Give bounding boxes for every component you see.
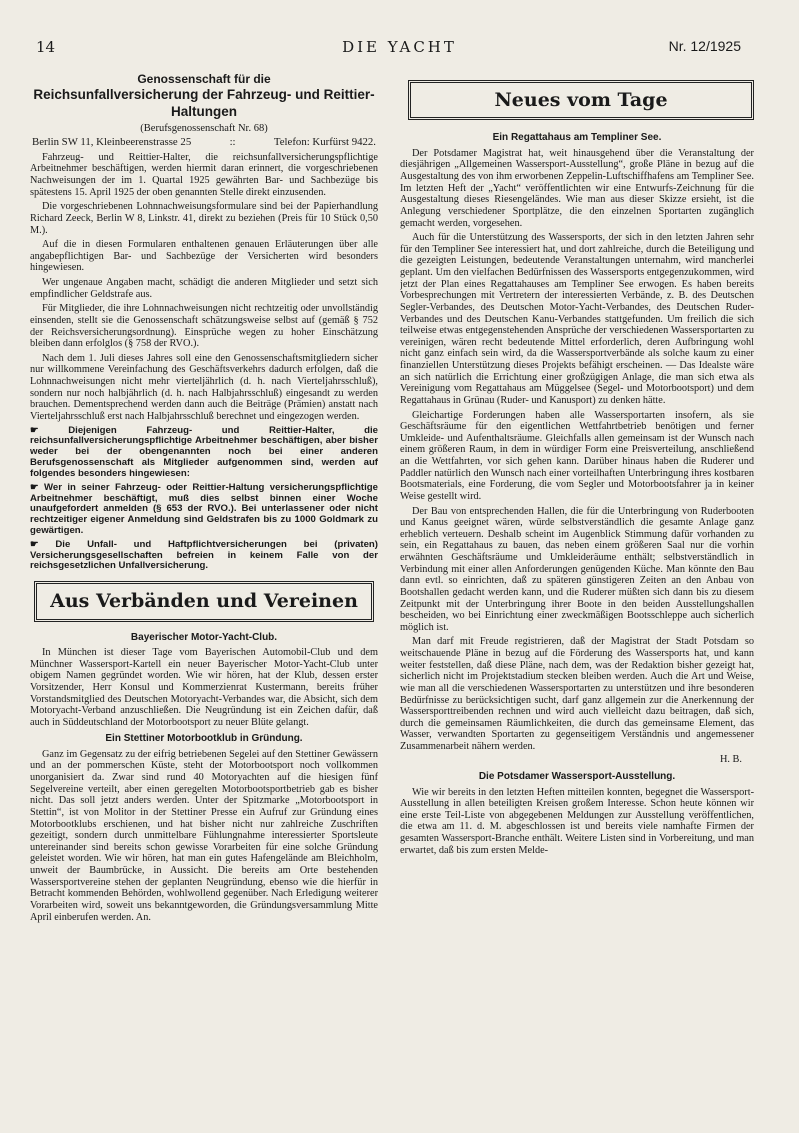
notice-separator: :: [229, 135, 236, 148]
notice-title-line: Genossenschaft für die [137, 72, 271, 86]
notice-title-line: Reichsunfallversicherung der Fahrzeug- und Reittier- [33, 87, 375, 102]
notice-paragraph: Die vorgeschriebenen Lohnnachweisungsformulare sind bei der Papierhandlung Richard Zeeck, Berlin W 8, Linkstr. 41, direkt zu beziehen (Preis für 10 Stück 0,50 M.). [30, 201, 378, 236]
notice-title-line: Haltungen [171, 103, 237, 119]
article-paragraph: Ganz im Gegensatz zu der eifrig betriebenen Segelei auf den Stettiner Gewässern und an der pommerschen Küste, steht der Motorbootsport noch vollkommen unorganisiert da. Zwar sind rund 40 Motoryachten auf die hiesigen fünf Segelvereine verteilt, aber einen geregelten Motorbootsportbetrieb gab es bisher nicht. Das soll jetzt anders werden. Unter der Spitzmarke „Motorbootsport in Stettin“, ist von Molitor in der Stettiner Presse ein Aufruf zur Gründung eines Motorbootklubs erschienen, und hat bisher nicht nur zahlreiche Zuschriften gezeitigt, sondern durch unmittelbare Fühlungnahme interessierter Sportsleute untereinander sind bereits schon gewisse Vorarbeiten für eine solche Gründung geleistet worden. Wie wir hören, hat man ein gutes Hafengelände am Bleichholm, unweit der Baumbrücke, in Aussicht. Die bereits am Orte bestehenden Wassersportvereine stehen der geplanten Neugründung, ebenso wie die hierfür in Betracht kommenden Behörden, wohlwollend gegenüber. Nach Erledigung weiterer Vorarbeiten wird, soweit uns bekanntgeworden, die Gründungsversammlung Mitte April einberufen werden. An. [30, 748, 378, 923]
pointing-hand-icon: ☛ [30, 538, 56, 550]
pointing-hand-icon: ☛ [30, 424, 69, 436]
article-heading: Ein Stettiner Motorbootklub in Gründung. [105, 733, 303, 745]
notice-bullet [30, 540, 378, 572]
article-signature: H. B. [719, 753, 742, 765]
article-heading: Ein Regattahaus am Templiner See. [492, 132, 662, 144]
notice-phone: Telefon: Kurfürst 9422. [273, 135, 376, 148]
article-paragraph: In München ist dieser Tage vom Bayerischen Automobil-Club und dem Münchner Wassersport-Kartell ein neuer Bayerischer Motor-Yacht-Club unter obigem Namen gegründet worden. Wie wir hören, hat der Klub, dessen erster Vorsitzender, Herr Konsul und Kommerzienrat Kustermann, bereits früher Vorstandsmitglied des Deutschen Motoryacht-Verbandes war, die Absicht, sich dem Motoryacht-Verband anzuschließen. Die Neugründung ist ein Zeichen dafür, daß auch in Süddeutschland der Motorbootsport zu neuer Blüte gelangt. [30, 647, 378, 728]
notice-address-line [30, 136, 378, 148]
article-paragraph: Man darf mit Freude registrieren, daß der Magistrat der Stadt Potsdam so weitschauende Pläne in bezug auf die Förderung des Wassersports hat, und kann weiter feststellen, daß diese Pläne, nach dem, was der Redaktion bisher gezeigt hat, sicherlich nicht im Projektstadium stecken bleiben werden. Auch die Art und Weise, wie man all die verschiedenen Wassersportarten zu unterstützen und ihre besonderen Bedürfnisse zu berücksichtigen sucht, darf ganz allgemein zur die Anerkennung der Wassersporttreibenden rechnen und wird auch vielleicht dazu beitragen, daß sich, durch die gemeinsamen Räumlichkeiten, die durch das gemeinsame Element, das Wasser, verwandten Sportarten zu gegenseitigem Verständnis und angemessener Zusammenarbeit nähern werden. [400, 636, 754, 753]
right-column [400, 72, 754, 1118]
page-header [0, 38, 799, 62]
pointing-hand-icon: ☛ [30, 481, 45, 493]
page-number: 14 [36, 38, 56, 56]
article-paragraph: Gleichartige Forderungen haben alle Wassersportarten insofern, als sie Geschäftsräume für den eigentlichen Wettfahrtbetrieb benötigen und ferner Umkleide- und Aufenthaltsräume. Gleichfalls allen gemeinsam ist der Wunsch nach einem größeren Raum, in dem in würdiger Form eine Preisverteilung, anschließend an die Wettfahrten, vor sich gehen kann. Darüber hinaus haben die Ruderer und Paddler natürlich den Wunsch nach einer vorteilhaften Unterbringung ihres kostbaren Bootsmaterials, eine Forderung, die vom Segler und Motorbootsfahrer ja in keiner Weise gestellt wird. [400, 409, 754, 502]
notice-bullet-text: Die Unfall- und Haftpflichtversicherungen bei (privaten) Versicherungsgesellschaften befreien in keinem Falle von der reichsgesetzlichen Unfallversicherung. [30, 538, 378, 572]
notice-title [30, 72, 378, 121]
notice-bullet-text: Wer in seiner Fahrzeug- oder Reittier-Haltung versicherungspflichtige Arbeitnehmer beschäftigt, muß dies selbst binnen einer Woche unaufgefordert anmelden (§ 653 der RVO.). Bei unterlassener oder nicht rechtzeitiger eigener Anmeldung sind Geldstrafen bis zu 1000 Goldmark zu gewärtigen. [30, 481, 378, 536]
notice-paragraph: Wer ungenaue Angaben macht, schädigt die anderen Mitglieder und setzt sich empfindlicher Geldstrafe aus. [30, 277, 378, 300]
article-paragraph: Wie wir bereits in den letzten Heften mitteilen konnten, begegnet die Wassersport-Ausstellung in allen beteiligten Kreisen großem Interesse. Schon heute können wir eine erste Teil-Liste von abgegebenen Meldungen zur Ausstellung veröffentlichen, die etwa am 11. d. M. abgeschlossen ist und bereits viele namhafte Firmen der gesamten Wassersport-Branche enthält. Weitere Listen sind in Vorbereitung, und man erwartet, daß bis zum ersten Melde- [400, 786, 754, 856]
section-title-neues: Neues vom Tage [408, 80, 754, 120]
left-column [30, 72, 378, 1112]
article-paragraph: Auch für die Unterstützung des Wassersports, der sich in den letzten Jahren sehr für den Templiner See interessiert hat, und dort zahlreiche, durch die Beteiligung und die gezeigten Leistungen, bedeutende Veranstaltungen unternahm, wird mancherlei geplant. Um den vielfachen Bedürfnissen des Wassersports entgegenzukommen, wird jetzt der Plan eines Regattahauses am Templiner See erwogen. Es haben bereits Vorbesprechungen mit Vertretern der interessierten Verbände, z. B. des Deutschen Segler-Verbandes, des Deutschen Motor-Yacht-Verbandes, des Deutschen Ruder-Verbandes und des Deutschen Kanu-Verbandes stattgefunden. Um freilich die sich teilweise etwas entgegenstehenden Ansprüche der verschiedenen Wassersportarten zu vereinigen, wären recht bedeutende Mittel erforderlich, deren Aufbringung wohl nicht ganz einfach sein wird, da die Wassersportverbände als solche kaum zu einer finanziellen Unterstützung dieses Projekts befähigt erscheinen. — Das Idealste wäre an sich natürlich die Errichtung einer großzügigen Anlage, die man sich etwa als Vereinigung vom Regattahaus am Müggelsee (Segel- und Motorbootsport) und dem Regattahaus in Grünau (Ruder- und Kanusport) zu denken hätte. [400, 232, 754, 406]
magazine-title: DIE YACHT [342, 38, 457, 56]
issue-number: Nr. 12/1925 [668, 38, 741, 54]
article-paragraph: Der Bau von entsprechenden Hallen, die für die Unterbringung von Ruderbooten und Kanus geeignet wären, würde selbstverständlich die gesamte Anlage ganz erheblich verteuern. Deshalb scheint im Augenblick Stimmung dafür vorhanden zu sein, ein Regattahaus zu bauen, das neben einem größeren Saal nur die vorhin erwähnten Geschäftsräume und Umkleideräume enthält; selbstverständlich in Verbindung mit einer allen Anforderungen genügenden Küche. Man könnte den Bau dann evtl. so einrichten, daß zu späteren günstigeren Zeiten an den Anbau von Bootshallen gedacht werden kann, und die Ruderer müßten sich dann bis zu diesem Zeitpunkt mit der Unterbringung ihrer Boote in den beiden Ausstellungshallen bescheiden, wo bei Einrichtung einer zweckmäßigen Bootsschleppe auch sicherlich möglich ist. [400, 505, 754, 633]
notice-bullet [30, 483, 378, 537]
notice-paragraph: Nach dem 1. Juli dieses Jahres soll eine den Genossenschaftsmitgliedern sicher nur willkommene Vereinfachung des Geschäftsverkehrs dadurch erfolgen, daß die Lohnnachweisungen nicht mehr vierteljährlich (d. h. nach Vierteljahrsschluß), sondern nur noch halbjährlich (d. h. nach Halbjahrsschluß) eingesandt zu werden brauchen. Dementsprechend werden dann auch die Beiträge (Prämien) anstatt nach Vierteljahrsschluß erst nach Halbjahrsschluß berechnet und eingezogen werden. [30, 352, 378, 422]
article-heading: Bayerischer Motor-Yacht-Club. [130, 631, 278, 643]
notice-bullet [30, 426, 378, 480]
article-paragraph: Der Potsdamer Magistrat hat, weit hinausgehend über die Veranstaltung der diesjährigen „Allgemeinen Wassersport-Ausstellung“, große Pläne in bezug auf die Ausgestaltung des von ihm erworbenen Zeppelin-Luftschiffhafens am Templiner See. Im letzten Heft der „Yacht“ veröffentlichten wir eine Entwurfs-Zeichnung für die Ausgestaltung dieses Riesengeländes. Wie man aus dieser Skizze ersieht, ist die Anlegung verschiedener Sportplätze, die den einzelnen Sportarten zugänglich gemacht werden, vorgesehen. [400, 147, 754, 229]
notice-paragraph: Auf die in diesen Formularen enthaltenen genauen Erläuterungen über alle angabepflichtigen Bar- und Sachbezüge der Versicherten wird besonders hingewiesen. [30, 239, 378, 274]
article-heading: Die Potsdamer Wassersport-Ausstellung. [478, 771, 676, 783]
notice-address: Berlin SW 11, Kleinbeerenstrasse 25 [32, 135, 192, 148]
notice-paragraph: Für Mitglieder, die ihre Lohnnachweisungen nicht rechtzeitig oder unvollständig einsenden, stellt sie die Genossenschaft schätzungsweise selbst auf (gemäß § 752 der Reichsversicherungsordnung). Einsprüche wegen zu hoher Einschätzung bleiben dann erfolglos (§ 758 der RVO.). [30, 303, 378, 350]
section-title-verbaende: Aus Verbänden und Vereinen [34, 581, 374, 621]
notice-paragraph: Fahrzeug- und Reittier-Halter, die reichsunfallversicherungspflichtige Arbeitnehmer beschäftigen, werden hiermit daran erinnert, die vorgeschriebenen Nachweisungen der im 1. Quartal 1925 gewährten Bar- und Sachbezüge bis spätestens 15. April 1925 der oben genannten Stelle direkt einzusenden. [30, 151, 378, 198]
notice-subtitle: (Berufsgenossenschaft Nr. 68) [140, 122, 268, 134]
insurance-notice [30, 72, 378, 572]
notice-bullet-text: Diejenigen Fahrzeug- und Reittier-Halter, die reichsunfallversicherungspflichtige Arbeitnehmer beschäftigen, aber bisher weder bei der obengenannten noch bei einer anderen Berufsgenossenschaft als Mitglieder aufgenommen sind, werden auf folgendes besonders hingewiesen: [30, 424, 378, 479]
